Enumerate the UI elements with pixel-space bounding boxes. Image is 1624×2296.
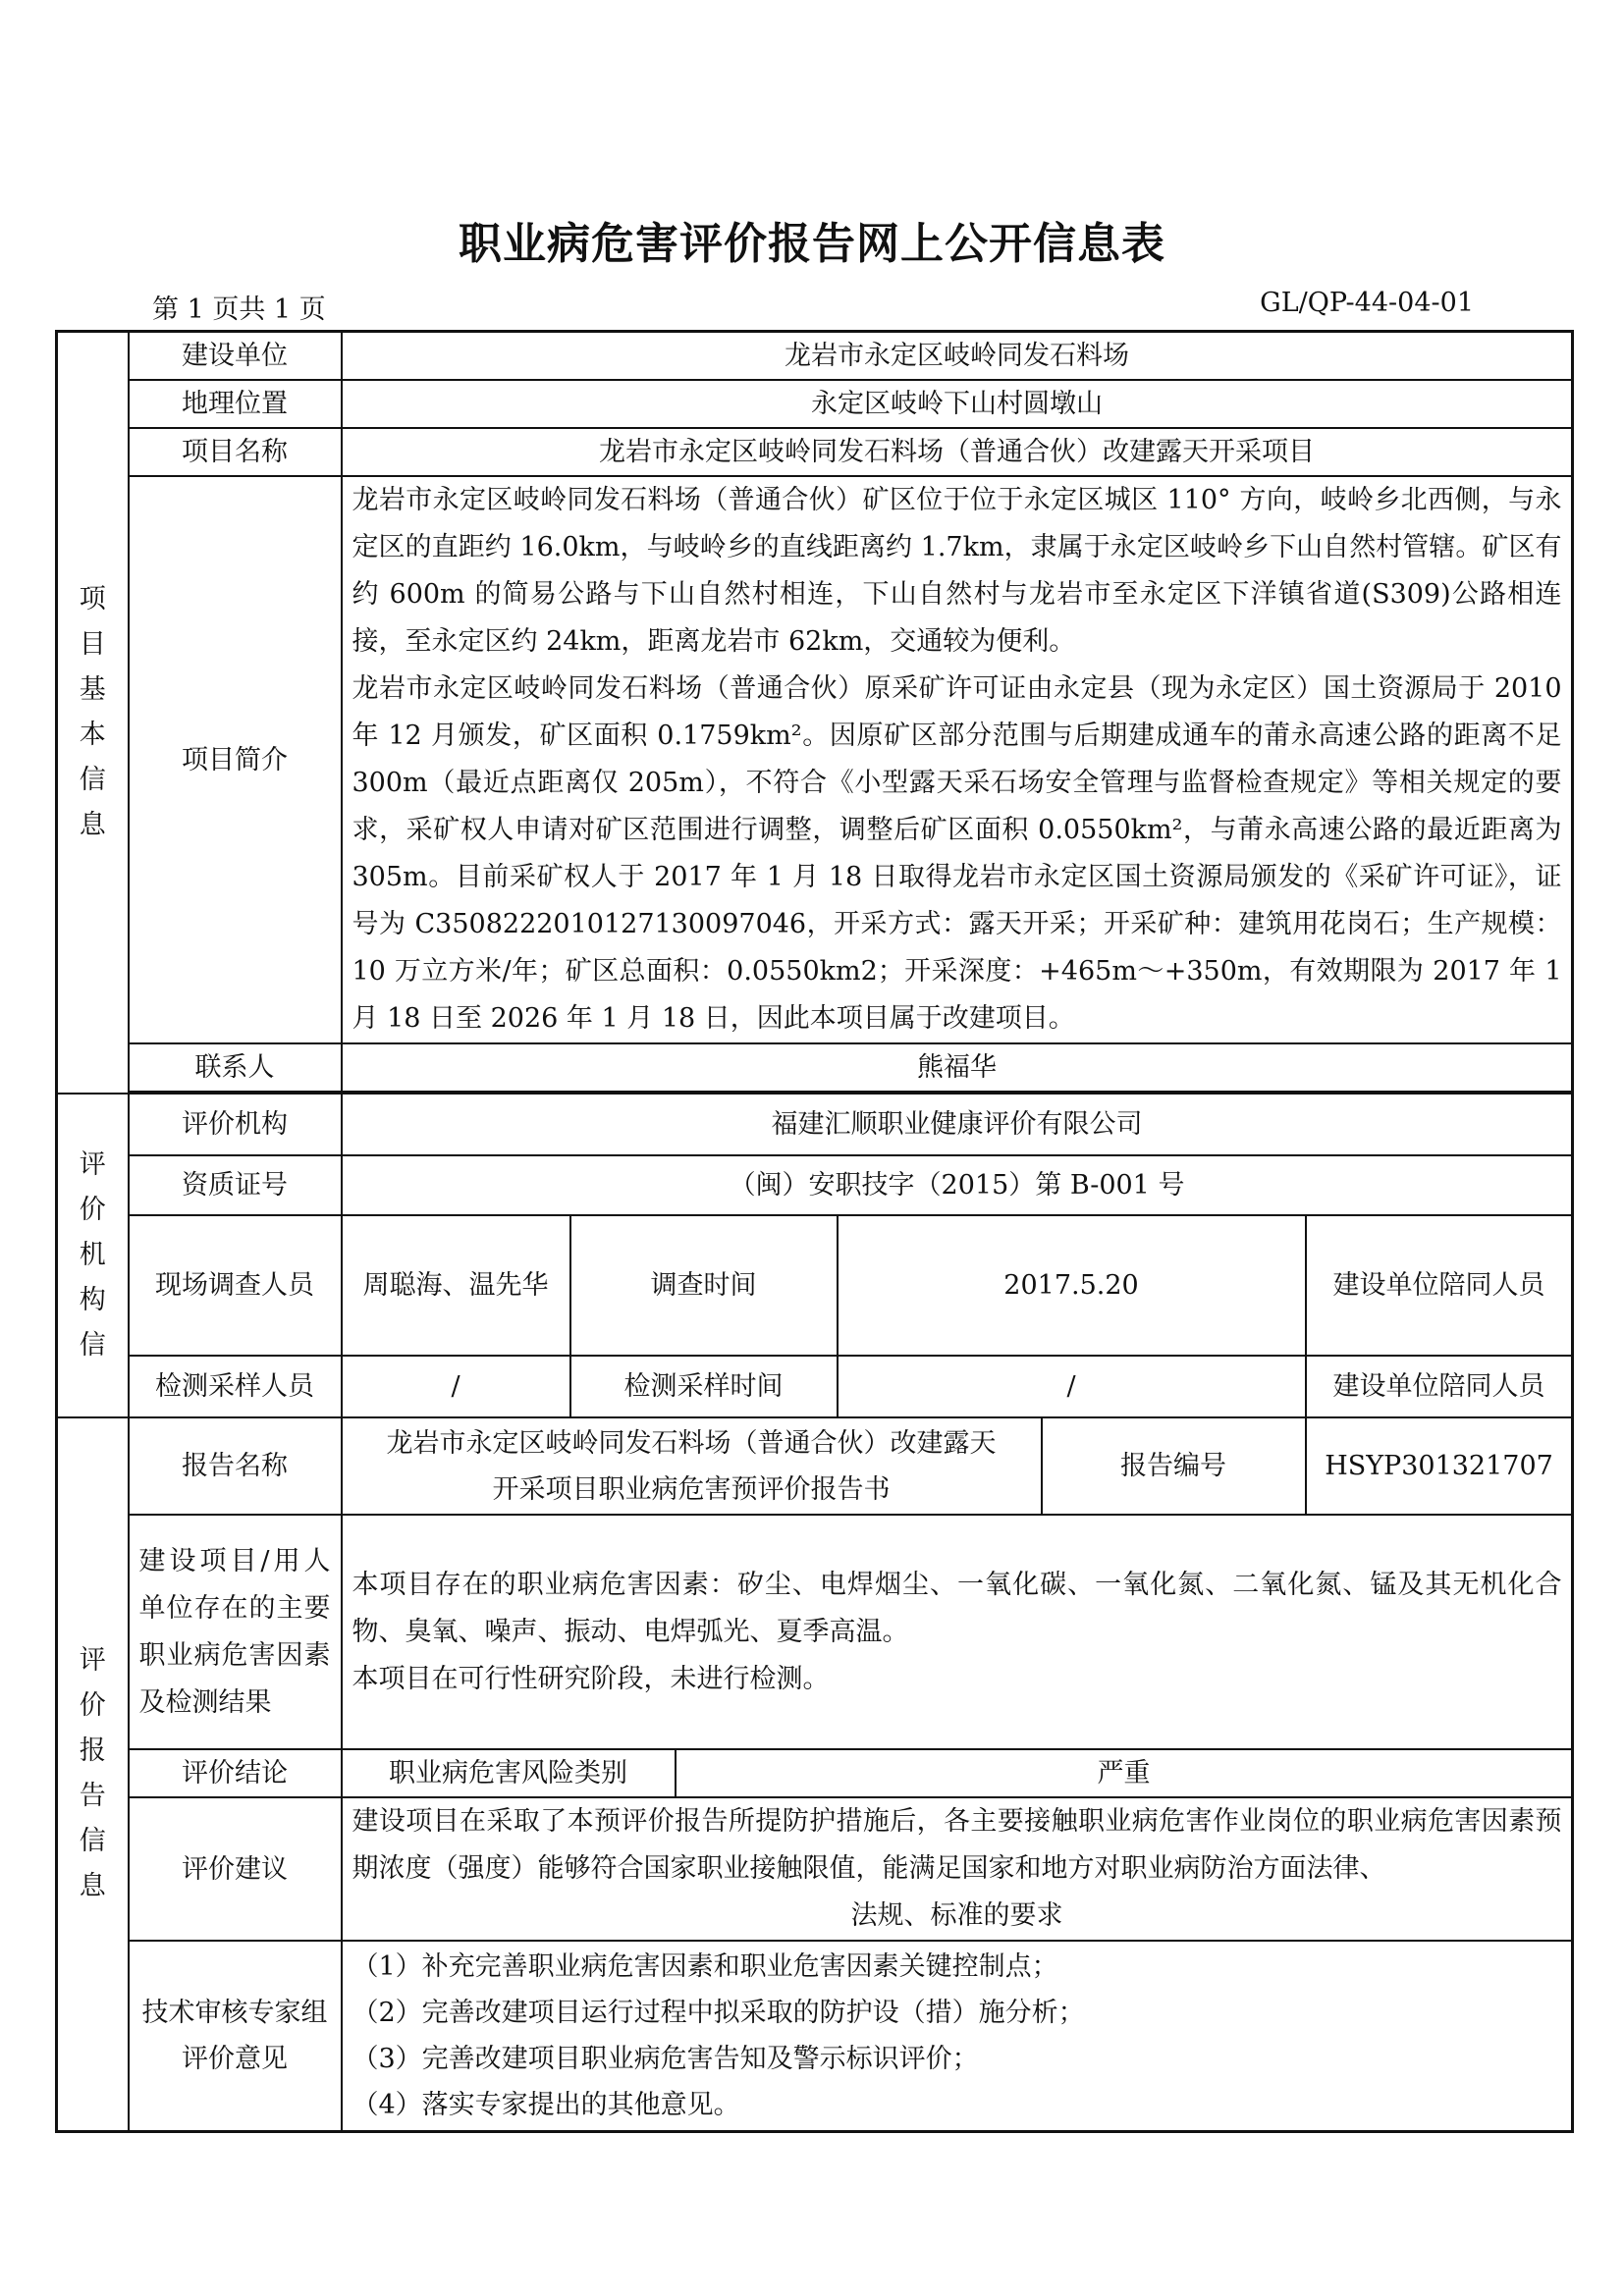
section-project-basic-label: 项目基本信息 [79,584,106,840]
intro-paragraph-1: 龙岩市永定区岐岭同发石料场（普通合伙）矿区位于位于永定区城区 110° 方向，岐岭乡北西侧，与永定区的直距约 16.0km，与岐岭乡的直线距离约 1.7km，隶属于永定区岐岭乡下山自然村管辖。矿区有约 600m 的简易公路与下山自然村相连，下山自然村与龙岩市至永定区下洋镇省道(S309)公路相连接，至永定区约 24km，距离龙岩市 62km，交通较为便利。 [352,485,1562,657]
accomp2-label: 建设单位陪同人员 [1306,1356,1573,1417]
project-name-value: 龙岩市永定区岐岭同发石料场（普通合伙）改建露天开采项目 [342,428,1573,476]
project-name-label: 项目名称 [129,428,342,476]
intro-label: 项目简介 [129,476,342,1043]
risk-label: 职业病危害风险类别 [342,1749,676,1797]
section-report-label: 评价报告信息 [79,1645,106,1902]
sampling-time-label: 检测采样时间 [570,1356,838,1417]
expert-opinions [342,1941,1573,2131]
section-project-basic [57,332,129,1095]
expert-item-2: （2）完善改建项目运行过程中拟采取的防护设（措）施分析； [352,1997,1085,2028]
contact-value: 熊福华 [342,1043,1573,1092]
report-name-line1: 龙岩市永定区岐岭同发石料场（普通合伙）改建露天 [386,1427,997,1459]
survey-label: 现场调查人员 [129,1215,342,1356]
expert-label: 技术审核专家组评价意见 [129,1941,342,2131]
intro-text [342,476,1573,1043]
contact-label: 联系人 [129,1043,342,1092]
advice-text [342,1797,1573,1941]
report-name-value [342,1417,1042,1515]
survey-time-label: 调查时间 [570,1215,838,1356]
cert-label: 资质证号 [129,1155,342,1215]
accomp-label: 建设单位陪同人员 [1306,1215,1573,1356]
build-unit-label: 建设单位 [129,332,342,381]
hazard-label: 建设项目/用人单位存在的主要职业病危害因素及检测结果 [129,1515,342,1749]
build-unit-value: 龙岩市永定区岐岭同发石料场 [342,332,1573,381]
risk-value: 严重 [676,1749,1573,1797]
report-name-line2: 开采项目职业病危害预评价报告书 [492,1473,891,1505]
info-table [55,330,1574,2133]
conclusion-label: 评价结论 [129,1749,342,1797]
report-name-label: 报告名称 [129,1417,342,1515]
document-title: 职业病危害评价报告网上公开信息表 [459,219,1165,269]
report-no-value: HSYP301321707 [1306,1417,1573,1515]
section-evaluator-label: 评价机构信 [79,1149,106,1361]
expert-item-4: （4）落实专家提出的其他意见。 [352,2089,740,2120]
location-value: 永定区岐岭下山村圆墩山 [342,380,1573,428]
advice-text-main: 建设项目在采取了本预评价报告所提防护措施后，各主要接触职业病危害作业岗位的职业病危害因素预期浓度（强度）能够符合国家职业接触限值，能满足国家和地方对职业病防治方面法律、 [352,1806,1562,1884]
page-info: 第 1 页共 1 页 [152,294,326,325]
intro-paragraph-2: 龙岩市永定区岐岭同发石料场（普通合伙）原采矿许可证由永定县（现为永定区）国土资源局于 2010 年 12 月颁发，矿区面积 0.1759km²。因原矿区部分范围与后期建成通车的莆永高速公路的距离不足 300m（最近点距离仅 205m），不符合《小型露天采石场安全管理与监督检查规定》等相关规定的要求，采矿权人申请对矿区范围进行调整，调整后矿区面积 0.0550km²，与莆永高速公路的最近距离为 305m。目前采矿权人于 2017 年 1 月 18 日取得龙岩市永定区国土资源局颁发的《采矿许可证》，证号为 C3508222010127130097046，开采方式：露天开采；开采矿种：建筑用花岗石；生产规模：10 万立方米/年；矿区总面积：0.0550km2；开采深度：+465m～+350m，有效期限为 2017 年 1 月 18 日至 2026 年 1 月 18 日，因此本项目属于改建项目。 [352,673,1562,1034]
hazard-paragraph-2: 本项目在可行性研究阶段，未进行检测。 [352,1663,830,1694]
expert-item-3: （3）完善改建项目职业病危害告知及警示标识评价； [352,2043,979,2074]
survey-value: 周聪海、温先华 [342,1215,570,1356]
expert-item-1: （1）补充完善职业病危害因素和职业危害因素关键控制点； [352,1950,1058,1982]
hazard-text [342,1515,1573,1749]
cert-value: （闽）安职技字（2015）第 B-001 号 [342,1155,1573,1215]
section-report [57,1417,129,2131]
sampling-value: / [342,1356,570,1417]
hazard-paragraph-1: 本项目存在的职业病危害因素：矽尘、电焊烟尘、一氧化碳、一氧化氮、二氧化氮、锰及其无机化合物、臭氧、噪声、振动、电焊弧光、夏季高温。 [352,1569,1562,1647]
form-code: GL/QP-44-04-01 [1260,288,1474,318]
section-evaluator [57,1094,129,1417]
report-no-label: 报告编号 [1042,1417,1306,1515]
advice-text-end: 法规、标准的要求 [850,1900,1063,1931]
sampling-time-value: / [838,1356,1306,1417]
location-label: 地理位置 [129,380,342,428]
org-label: 评价机构 [129,1094,342,1155]
sampling-label: 检测采样人员 [129,1356,342,1417]
advice-label: 评价建议 [129,1797,342,1941]
survey-time-value: 2017.5.20 [838,1215,1306,1356]
org-value: 福建汇顺职业健康评价有限公司 [342,1094,1573,1155]
